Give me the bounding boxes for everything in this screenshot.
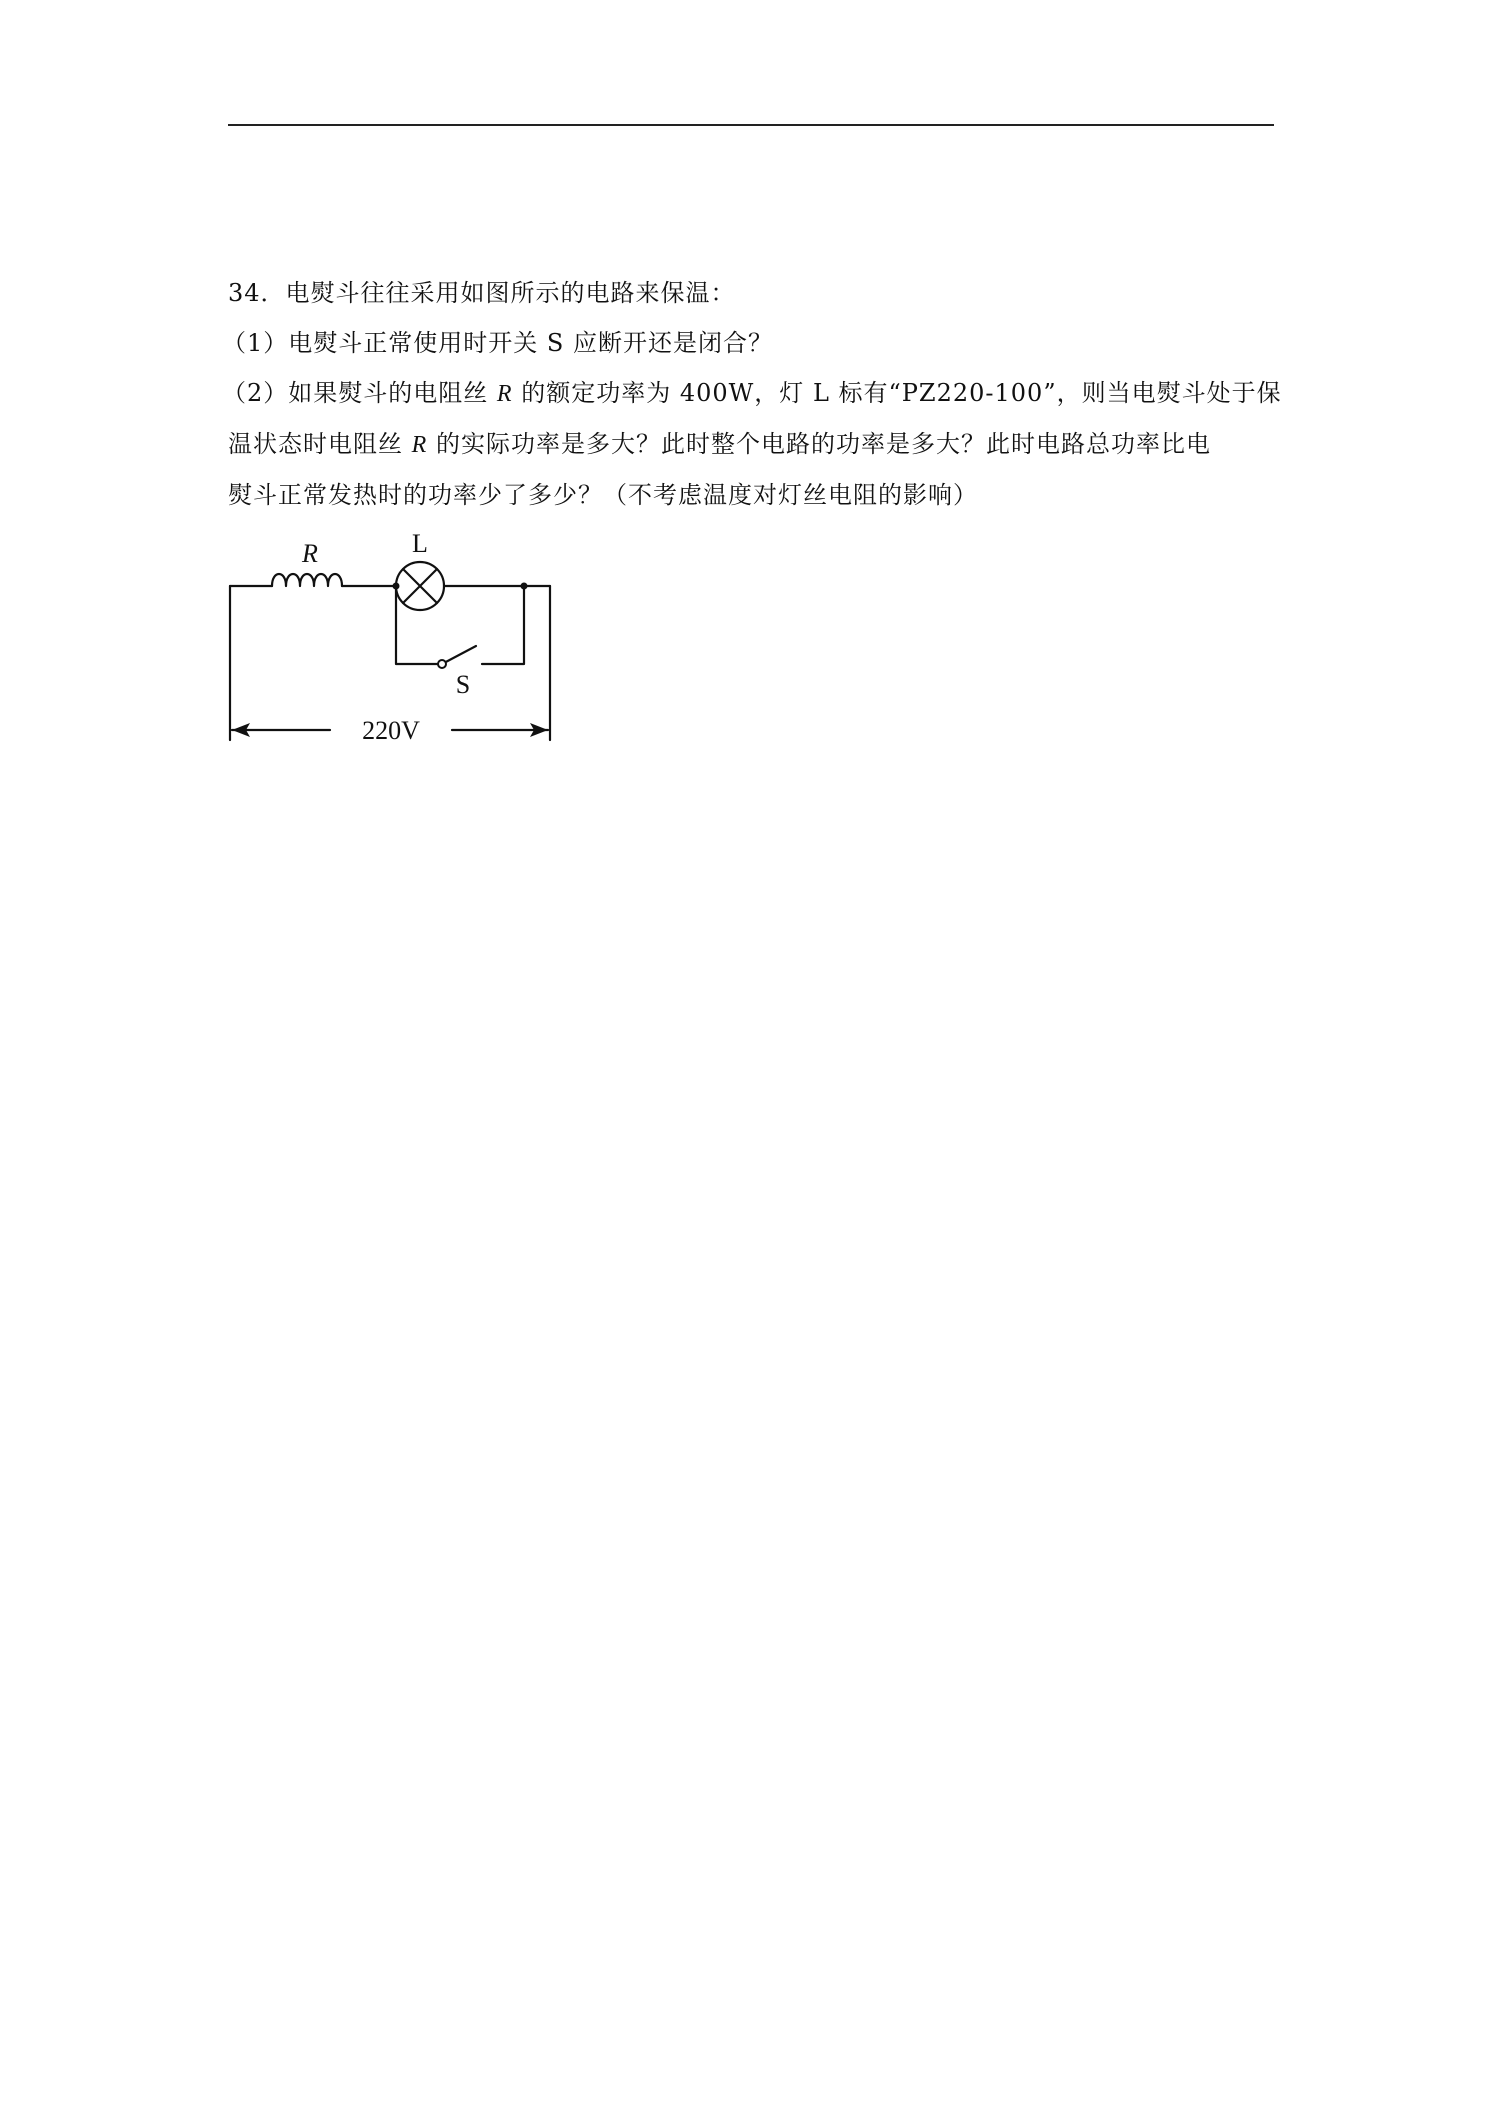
switch-blade bbox=[442, 646, 476, 664]
resistor-symbol: R bbox=[496, 381, 513, 407]
junction-dot-left bbox=[393, 583, 400, 590]
circuit-diagram bbox=[220, 530, 560, 750]
question-part-2-line-3: 熨斗正常发热时的功率少了多少？（不考虑温度对灯丝电阻的影响） bbox=[228, 481, 978, 509]
switch-label: S bbox=[455, 670, 471, 699]
question-intro: 电熨斗往往采用如图所示的电路来保温： bbox=[285, 279, 736, 307]
switch-branch-right bbox=[482, 586, 524, 664]
switch-branch-left bbox=[396, 586, 442, 664]
lamp-label: L bbox=[412, 530, 428, 558]
question-number: 34． bbox=[228, 279, 286, 307]
question-34 bbox=[222, 268, 1282, 520]
question-part-2-line-2: 温状态时电阻丝 R 的实际功率是多大？此时整个电路的功率是多大？此时电路总功率比电 bbox=[228, 430, 1211, 458]
lamp-cross bbox=[403, 569, 437, 603]
voltage-label: 220V bbox=[362, 716, 420, 745]
junction-dot-right bbox=[521, 583, 528, 590]
header-rule bbox=[228, 124, 1274, 126]
resistor-label: R bbox=[302, 539, 318, 568]
question-part-2-line-1: （2）如果熨斗的电阻丝 R 的额定功率为 400W，灯 L 标有“PZ220-100”，则当电熨斗处于保 bbox=[222, 379, 1282, 407]
question-part-1: （1）电熨斗正常使用时开关 S 应断开还是闭合？ bbox=[222, 329, 773, 357]
switch-contact bbox=[438, 660, 446, 668]
question-intro-line bbox=[228, 268, 1274, 318]
resistor-symbol: R bbox=[411, 432, 428, 458]
resistor-coil bbox=[272, 574, 342, 586]
